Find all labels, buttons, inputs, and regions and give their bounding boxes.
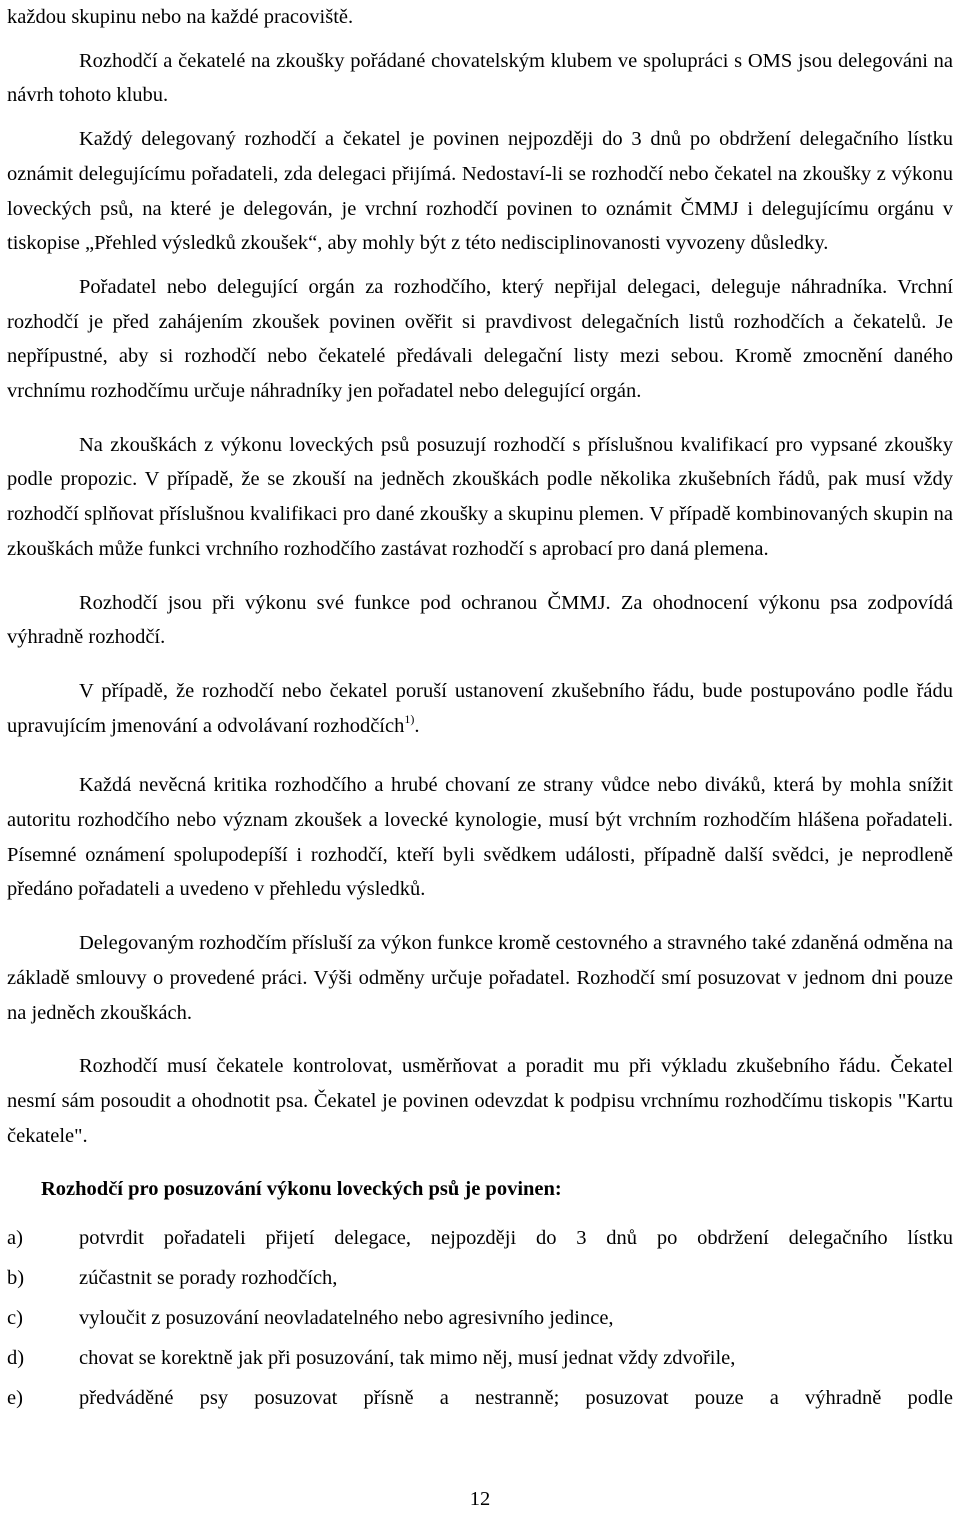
list-item [7, 1261, 953, 1301]
list-item-text: zúčastnit se porady rozhodčích, [79, 1267, 338, 1290]
list-item [7, 1381, 953, 1421]
list-item-text: potvrdit pořadateli přijetí delegace, nejpozději do 3 dnů po obdržení delegačního lístku [79, 1227, 953, 1250]
list-item-letter: d) [7, 1347, 25, 1370]
paragraph-violation-end: . [414, 714, 420, 737]
paragraph-candidate: Rozhodčí musí čekatele kontrolovat, usměrňovat a poradit mu při výkladu zkušebního řádu. Čekatel nesmí sám posoudit a ohodnotit psa. Čekatel je povinen odevzdat k podpisu vrchnímu rozhodčímu tiskopis "Kartu čekatele". [7, 1055, 953, 1147]
paragraph-acceptance-duty: Každý delegovaný rozhodčí a čekatel je povinen nejpozději do 3 dnů po obdržení delegačního lístku oznámit delegujícímu pořadateli, zda delegaci přijímá. Nedostaví-li se rozhodčí nebo čekatel na zkoušky z výkonu loveckých psů, na které je delegován, je vrchní rozhodčí povinen to oznámit ČMMJ i delegujícímu orgánu v tiskopise „Přehled výsledků zkoušek“, aby mohly být z této nedisciplinovanosti vyvozeny důsledky. [7, 128, 953, 255]
list-item-letter: b) [7, 1267, 25, 1290]
page-number: 12 [469, 1488, 491, 1510]
list-item [7, 1221, 953, 1261]
footnote-reference: 1) [404, 711, 415, 726]
list-item-letter: e) [7, 1387, 23, 1410]
body-text [7, 0, 953, 1421]
section-heading: Rozhodčí pro posuzování výkonu loveckých psů je povinen: [41, 1178, 562, 1201]
list-item-letter: a) [7, 1227, 23, 1250]
paragraph-qualification: Na zkouškách z výkonu loveckých psů posuzují rozhodčí s příslušnou kvalifikací pro vypsané zkoušky podle propozic. V případě, že se zkouší na jedněch zkouškách podle několika zkušebních řádů, pak musí vždy rozhodčí splňovat příslušnou kvalifikaci pro dané zkoušky a skupinu plemen. V případě kombinovaných skupin na zkouškách může funkci vrchního rozhodčího zastávat rozhodčí s aprobací pro daná plemena. [7, 433, 953, 560]
paragraph-violation-text: V případě, že rozhodčí nebo čekatel poruší ustanovení zkušebního řádu, bude postupováno podle řádu upravujícím jmenování a odvolávaní rozhodčích [7, 679, 953, 737]
paragraph-remuneration: Delegovaným rozhodčím přísluší za výkon funkce kromě cestovného a stravného také zdaněná odměna na základě smlouvy o provedené práci. Výši odměny určuje pořadatel. Rozhodčí smí posuzovat v jednom dni pouze na jedněch zkouškách. [7, 932, 953, 1024]
list-item [7, 1341, 953, 1381]
paragraph-protection: Rozhodčí jsou při výkonu své funkce pod ochranou ČMMJ. Za ohodnocení výkonu psa zodpovídá výhradně rozhodčí. [7, 591, 953, 649]
list-item-text: chovat se korektně jak při posuzování, tak mimo něj, musí jednat vždy zdvořile, [79, 1347, 736, 1370]
list-item-text: vyloučit z posuzování neovladatelného nebo agresivního jedince, [79, 1307, 614, 1330]
paragraph-substitute: Pořadatel nebo delegující orgán za rozhodčího, který nepřijal delegaci, deleguje náhradníka. Vrchní rozhodčí je před zahájením zkoušek povinen ověřit si pravdivost delegačních listů rozhodčích a čekatelů. Je nepřípustné, aby si rozhodčí nebo čekatelé předávali delegační listy mezi sebou. Kromě zmocnění daného vrchnímu rozhodčímu určuje náhradníky jen pořadatel nebo delegující orgán. [7, 275, 953, 403]
list-item-letter: c) [7, 1307, 23, 1330]
paragraph-club-delegation: Rozhodčí a čekatelé na zkoušky pořádané chovatelským klubem ve spolupráci s OMS jsou delegováni na návrh tohoto klubu. [7, 49, 953, 107]
paragraph-violation [7, 674, 953, 743]
list-item-text: předváděné psy posuzovat přísně a nestranně; posuzovat pouze a výhradně podle [79, 1387, 953, 1410]
paragraph-continuation: každou skupinu nebo na každé pracoviště. [7, 6, 354, 28]
list-item [7, 1301, 953, 1341]
duties-list [7, 1221, 953, 1421]
paragraph-criticism: Každá nevěcná kritika rozhodčího a hrubé chovaní ze strany vůdce nebo diváků, která by mohla snížit autoritu rozhodčího nebo význam zkoušek a lovecké kynologie, musí být vrchním rozhodčím hlášena pořadateli. Písemné oznámení spolupodepíší i rozhodčí, kteří byli svědkem události, případně další svědci, je neprodleně předáno pořadateli a uvedeno v přehledu výsledků. [7, 774, 953, 901]
